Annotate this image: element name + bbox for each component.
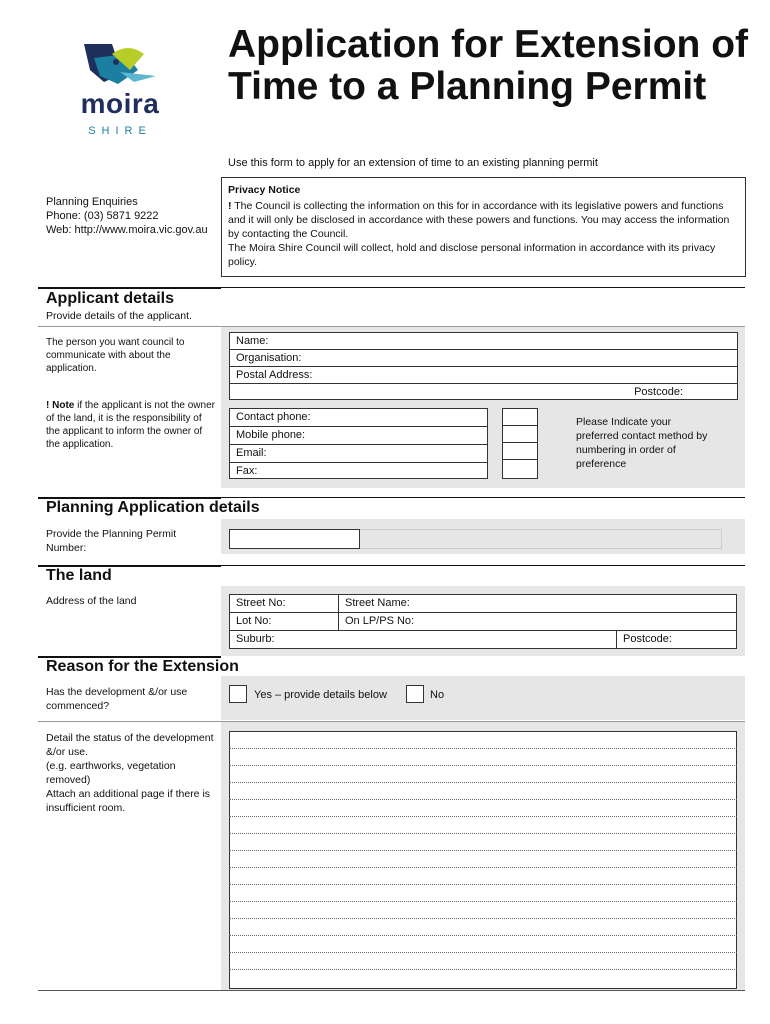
applicant-subtitle: Provide details of the applicant. — [46, 310, 192, 322]
applicant-section-title: Applicant details — [46, 290, 175, 307]
planning-permit-number-input[interactable] — [229, 529, 360, 549]
preference-email-input[interactable] — [503, 443, 537, 460]
bottom-rule — [38, 990, 745, 991]
privacy-mark: ! — [228, 200, 232, 212]
writing-line — [229, 799, 737, 800]
logo-text: moira — [80, 88, 160, 119]
privacy-notice — [221, 177, 746, 277]
applicant-person-text: The person you want council to communicate with about the application. — [46, 337, 185, 374]
page-subtitle: Use this form to apply for an extension of time to an existing planning permit — [228, 157, 598, 169]
commenced-question: Has the development &/or use commenced? — [46, 686, 188, 712]
section-rule — [221, 565, 745, 566]
writing-line — [229, 765, 737, 766]
detail-line-3: Attach an additional page if there is insufficient room. — [46, 788, 211, 814]
writing-line — [229, 782, 737, 783]
writing-line — [229, 952, 737, 953]
privacy-title: Privacy Notice — [228, 184, 301, 196]
street-no-field[interactable]: Street No: — [230, 595, 339, 612]
writing-line — [229, 918, 737, 919]
preference-mobile-input[interactable] — [503, 426, 537, 443]
contact-box — [229, 408, 488, 479]
note-text: if the applicant is not the owner of the land, it is the responsibility of the applicant to inform the owner of the application. — [46, 400, 215, 450]
yes-label: Yes – provide details below — [254, 689, 387, 701]
mobile-phone-field[interactable]: Mobile phone: — [230, 427, 487, 445]
writing-line — [229, 748, 737, 749]
preference-fax-input[interactable] — [503, 460, 537, 477]
street-name-field[interactable]: Street Name: — [345, 597, 410, 609]
logo-subtext: SHIRE — [88, 125, 152, 137]
section-rule — [38, 287, 221, 289]
section-rule — [221, 497, 745, 498]
on-lp-ps-field[interactable]: On LP/PS No: — [345, 615, 415, 627]
name-field[interactable]: Name: — [230, 333, 737, 350]
writing-line — [229, 867, 737, 868]
enquiries-phone: Phone: (03) 5871 9222 — [46, 210, 159, 222]
section-rule — [221, 287, 745, 288]
moira-shire-logo — [60, 40, 180, 140]
postcode-field[interactable]: Postcode: — [634, 386, 683, 398]
enquiries-title: Planning Enquiries — [46, 196, 138, 208]
planning-permit-input-extension — [359, 529, 722, 549]
lot-no-field[interactable]: Lot No: — [230, 613, 339, 630]
email-field[interactable]: Email: — [230, 445, 487, 463]
writing-line — [229, 969, 737, 970]
land-postcode-field[interactable]: Postcode: — [623, 633, 672, 645]
planning-enquiries — [46, 195, 208, 237]
applicant-address-box — [229, 332, 738, 400]
writing-line — [229, 833, 737, 834]
privacy-text-2: The Moira Shire Council will collect, hold and disclose personal information in accordance with its privacy policy. — [228, 242, 716, 268]
reason-section-title: Reason for the Extension — [46, 658, 239, 675]
applicant-note — [46, 399, 216, 451]
writing-line — [229, 816, 737, 817]
detail-line-2: (e.g. earthworks, vegetation removed) — [46, 760, 176, 786]
planning-section-title: Planning Application details — [46, 499, 260, 516]
suburb-field[interactable]: Suburb: — [230, 631, 617, 648]
preference-boxes — [502, 408, 538, 479]
land-address-box — [229, 594, 737, 649]
preference-text: Please Indicate your preferred contact method by numbering in order of preference — [576, 416, 708, 470]
no-label: No — [430, 689, 445, 701]
detail-textarea[interactable] — [229, 731, 737, 989]
preference-contact-phone-input[interactable] — [503, 409, 537, 426]
writing-line — [229, 901, 737, 902]
page-title: Application for Extension of Time to a Planning Permit — [228, 23, 749, 108]
no-checkbox[interactable] — [406, 685, 424, 703]
privacy-text-1: The Council is collecting the information on this for in accordance with its legislative powers and functions and it will only be disclosed in accordance with these powers and functions. You may access the information by contacting the Council. — [228, 200, 730, 240]
fax-field[interactable]: Fax: — [236, 465, 258, 477]
organisation-field[interactable]: Organisation: — [230, 350, 737, 367]
planning-permit-label: Provide the Planning Permit Number: — [46, 528, 177, 554]
contact-phone-field[interactable]: Contact phone: — [230, 409, 487, 427]
note-mark: ! Note — [46, 400, 75, 411]
yes-checkbox[interactable] — [229, 685, 247, 703]
land-address-label: Address of the land — [46, 595, 137, 607]
writing-line — [229, 850, 737, 851]
detail-instructions — [46, 731, 216, 815]
detail-line-1: Detail the status of the development &/or use. — [46, 732, 214, 758]
writing-line — [229, 884, 737, 885]
land-section-title: The land — [46, 567, 112, 584]
writing-line — [229, 935, 737, 936]
enquiries-web: Web: http://www.moira.vic.gov.au — [46, 224, 208, 236]
postal-address-field[interactable]: Postal Address: — [230, 367, 737, 384]
